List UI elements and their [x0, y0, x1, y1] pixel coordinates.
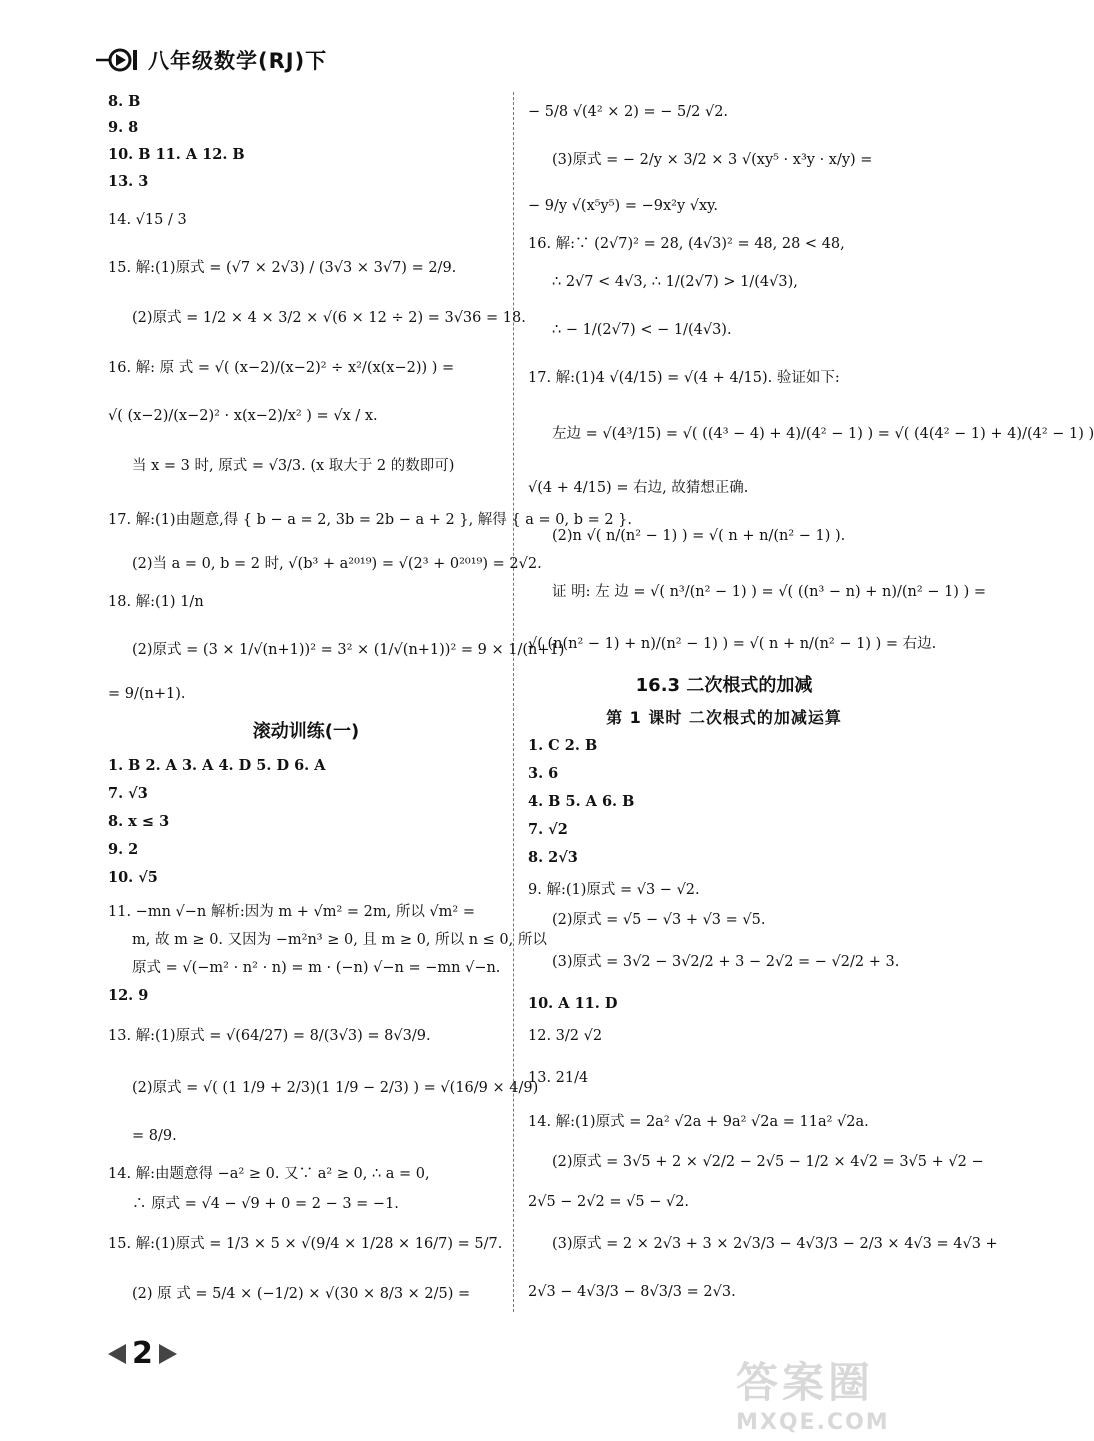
- answer-line: 8. B: [108, 93, 141, 110]
- page-header: [96, 40, 327, 80]
- answer-line: 16. 解:∵ (2√7)² = 28, (4√3)² = 48, 28 < 48,: [528, 236, 845, 252]
- answer-line: 7. √3: [108, 785, 148, 802]
- answer-line: 17. 解:(1)由题意,得 { b − a = 2, 3b = 2b − a + 2 }, 解得 { a = 0, b = 2 }.: [108, 512, 633, 528]
- answer-line: 16. 解: 原 式 = √( (x−2)/(x−2)² ÷ x²/(x(x−2)) ) =: [108, 360, 455, 376]
- answer-line: √(4 + 4/15) = 右边, 故猜想正确.: [528, 480, 749, 496]
- answer-line: (2)原式 = 3√5 + 2 × √2/2 − 2√5 − 1/2 × 4√2 = 3√5 + √2 −: [552, 1154, 984, 1170]
- answer-line: = 9/(n+1).: [108, 686, 186, 702]
- answer-line: 17. 解:(1)4 √(4/15) = √(4 + 4/15). 验证如下:: [528, 370, 840, 386]
- watermark-chinese: 答案圈: [736, 1358, 875, 1407]
- series-logo-icon: [96, 47, 142, 73]
- answer-line: 10. √5: [108, 869, 158, 886]
- answer-line: 3. 6: [528, 765, 559, 782]
- answer-line: 10. B 11. A 12. B: [108, 146, 245, 163]
- answer-line: (2)原式 = √( (1 1/9 + 2/3)(1 1/9 − 2/3) ) = √(16/9 × 4/9): [132, 1080, 539, 1096]
- answer-line: m, 故 m ≥ 0. 又因为 −m²n³ ≥ 0, 且 m ≥ 0, 所以 n ≤ 0, 所以: [132, 932, 547, 948]
- next-arrow-icon: [159, 1344, 177, 1364]
- answer-line: 9. 解:(1)原式 = √3 − √2.: [528, 882, 700, 898]
- answer-line: 2√3 − 4√3/3 − 8√3/3 = 2√3.: [528, 1284, 736, 1300]
- answer-line: (2)原式 = √5 − √3 + √3 = √5.: [552, 912, 766, 928]
- answer-line: 当 x = 3 时, 原式 = √3/3. (x 取大于 2 的数即可): [132, 458, 455, 474]
- watermark: [736, 1350, 976, 1435]
- answer-line: 10. A 11. D: [528, 995, 618, 1012]
- answer-line: (2)原式 = 1/2 × 4 × 3/2 × √(6 × 12 ÷ 2) = 3√36 = 18.: [132, 310, 526, 326]
- answer-line: = 8/9.: [132, 1128, 177, 1144]
- answer-line: 8. 2√3: [528, 849, 578, 866]
- answer-line: 12. 3/2 √2: [528, 1028, 603, 1044]
- answer-line: (3)原式 = 3√2 − 3√2/2 + 3 − 2√2 = − √2/2 + 3.: [552, 954, 900, 970]
- answer-line: ∴ − 1/(2√7) < − 1/(4√3).: [552, 322, 732, 338]
- answer-line: (2)n √( n/(n² − 1) ) = √( n + n/(n² − 1) ).: [552, 528, 846, 544]
- answer-line: 15. 解:(1)原式 = (√7 × 2√3) / (3√3 × 3√7) = 2/9.: [108, 260, 457, 276]
- answer-line: 9. 8: [108, 119, 139, 136]
- section-title: 滚动训练(一): [252, 721, 360, 742]
- answer-line: (3)原式 = 2 × 2√3 + 3 × 2√3/3 − 4√3/3 − 2/3 × 4√3 = 4√3 +: [552, 1236, 998, 1252]
- column-divider: [513, 92, 514, 1312]
- answer-line: 13. 解:(1)原式 = √(64/27) = 8/(3√3) = 8√3/9.: [108, 1028, 431, 1044]
- answer-line: 18. 解:(1) 1/n: [108, 594, 204, 610]
- answer-line: 12. 9: [108, 987, 149, 1004]
- answer-line: 证 明: 左 边 = √( n³/(n² − 1) ) = √( ((n³ − n) + n)/(n² − 1) ) =: [552, 584, 986, 600]
- answer-line: − 9/y √(x⁵y⁵) = −9x²y √xy.: [528, 198, 719, 214]
- answer-line: 原式 = √(−m² · n² · n) = m · (−n) √−n = −mn √−n.: [132, 960, 501, 976]
- answer-line: 14. 解:由题意得 −a² ≥ 0. 又∵ a² ≥ 0, ∴ a = 0,: [108, 1166, 430, 1182]
- answer-line: 7. √2: [528, 821, 568, 838]
- answer-line: 15. 解:(1)原式 = 1/3 × 5 × √(9/4 × 1/28 × 16/7) = 5/7.: [108, 1236, 503, 1252]
- answer-line: 1. C 2. B: [528, 737, 598, 754]
- answer-line: (3)原式 = − 2/y × 3/2 × 3 √(xy⁵ · x³y · x/y) =: [552, 152, 873, 168]
- answer-line: 11. −mn √−n 解析:因为 m + √m² = 2m, 所以 √m² =: [108, 904, 475, 920]
- answer-line: − 5/8 √(4² × 2) = − 5/2 √2.: [528, 104, 729, 120]
- page-number: 2: [132, 1336, 153, 1371]
- page-footer: [108, 1336, 177, 1371]
- watermark-url: MXQE.COM: [736, 1410, 890, 1435]
- previous-arrow-icon: [108, 1344, 126, 1364]
- answer-line: ∴ 原式 = √4 − √9 + 0 = 2 − 3 = −1.: [132, 1196, 399, 1212]
- answer-line: 8. x ≤ 3: [108, 813, 170, 830]
- answer-line: √( (x−2)/(x−2)² · x(x−2)/x² ) = √x / x.: [108, 408, 378, 424]
- section-title: 16.3 二次根式的加减: [635, 675, 813, 696]
- answer-line: 左边 = √(4³/15) = √( ((4³ − 4) + 4)/(4² − 1) ) = √( (4(4² − 1) + 4)/(4² − 1) ): [552, 426, 1094, 442]
- lesson-title: 第 1 课时 二次根式的加减运算: [606, 708, 842, 727]
- answer-line: 14. √15 / 3: [108, 212, 187, 228]
- answer-line: 9. 2: [108, 841, 139, 858]
- answer-line: 1. B 2. A 3. A 4. D 5. D 6. A: [108, 757, 326, 774]
- answer-line: 13. 3: [108, 173, 149, 190]
- answer-line: 4. B 5. A 6. B: [528, 793, 635, 810]
- answer-line: 13. 21/4: [528, 1070, 589, 1086]
- answer-line: (2) 原 式 = 5/4 × (−1/2) × √(30 × 8/3 × 2/5) =: [132, 1286, 471, 1302]
- answer-line: (2)当 a = 0, b = 2 时, √(b³ + a²⁰¹⁹) = √(2³ + 0²⁰¹⁹) = 2√2.: [132, 556, 542, 572]
- header-title: 八年级数学(RJ)下: [148, 49, 328, 73]
- answer-line: 2√5 − 2√2 = √5 − √2.: [528, 1194, 690, 1210]
- answer-line: ∴ 2√7 < 4√3, ∴ 1/(2√7) > 1/(4√3),: [552, 274, 798, 290]
- answer-line: √( (n(n² − 1) + n)/(n² − 1) ) = √( n + n/(n² − 1) ) = 右边.: [528, 636, 937, 652]
- answer-line: (2)原式 = (3 × 1/√(n+1))² = 3² × (1/√(n+1))² = 9 × 1/(n+1): [132, 642, 565, 658]
- answer-line: 14. 解:(1)原式 = 2a² √2a + 9a² √2a = 11a² √2a.: [528, 1114, 869, 1130]
